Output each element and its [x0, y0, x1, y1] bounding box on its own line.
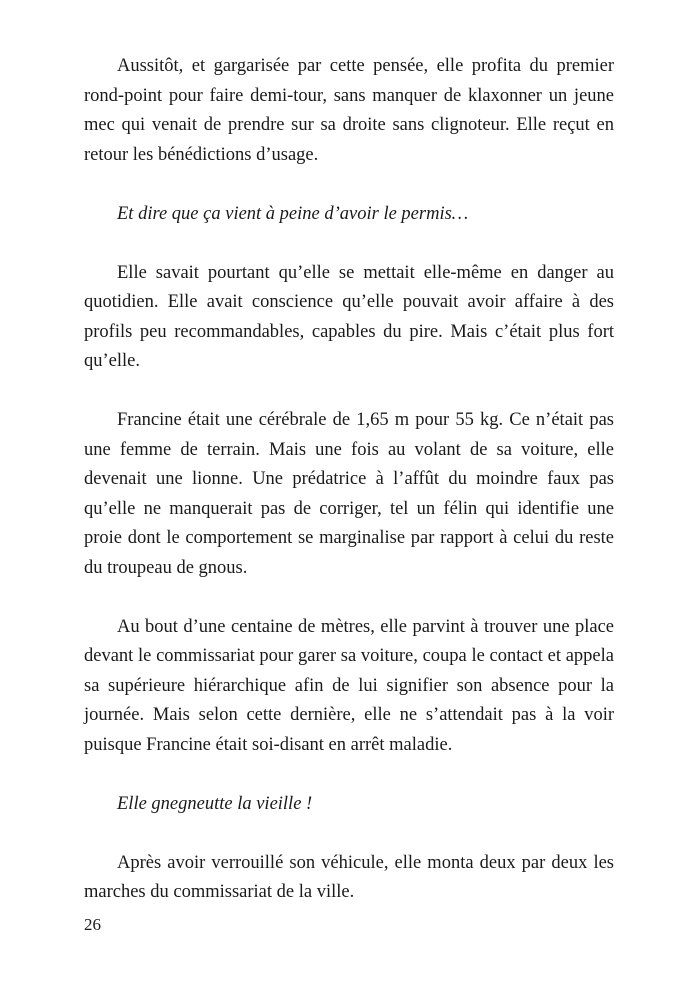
- paragraph-4: Francine était une cérébrale de 1,65 m pour 55 kg. Ce n’était pas une femme de terrain. Mais une fois au volant de sa voiture, elle devenait une lionne. Une prédatrice à l’affût du moindre faux pas qu’elle ne manquerait pas de corriger, tel un félin qui identifie une proie dont le comportement se marginalise par rapport à celui du reste du troupeau de gnous.: [84, 410, 614, 578]
- paragraph-2-italic-thought: Et dire que ça vient à peine d’avoir le permis…: [117, 203, 469, 224]
- page-number: 26: [84, 915, 101, 934]
- paragraph-3: Elle savait pourtant qu’elle se mettait elle-même en danger au quotidien. Elle avait conscience qu’elle pouvait avoir affaire à des profils peu recommandables, capables du pire. Mais c’était plus fort qu’elle.: [84, 262, 614, 371]
- body-text: [84, 52, 614, 937]
- paragraph-6-italic-thought: Elle gnegneutte la vieille !: [117, 793, 313, 814]
- paragraph-1: Aussitôt, et gargarisée par cette pensée, elle profita du premier rond-point pour faire demi-tour, sans manquer de klaxonner un jeune mec qui venait de prendre sur sa droite sans clignoteur. Elle reçut en retour les bénédictions d’usage.: [84, 56, 614, 165]
- paragraph-7: Après avoir verrouillé son véhicule, elle monta deux par deux les marches du commissariat de la ville.: [84, 852, 614, 902]
- paragraph-5: Au bout d’une centaine de mètres, elle parvint à trouver une place devant le commissariat pour garer sa voiture, coupa le contact et appela sa supérieure hiérarchique afin de lui signifier son absence pour la journée. Mais selon cette dernière, elle ne s’attendait pas à la voir puisque Francine était soi-disant en arrêt maladie.: [84, 616, 614, 755]
